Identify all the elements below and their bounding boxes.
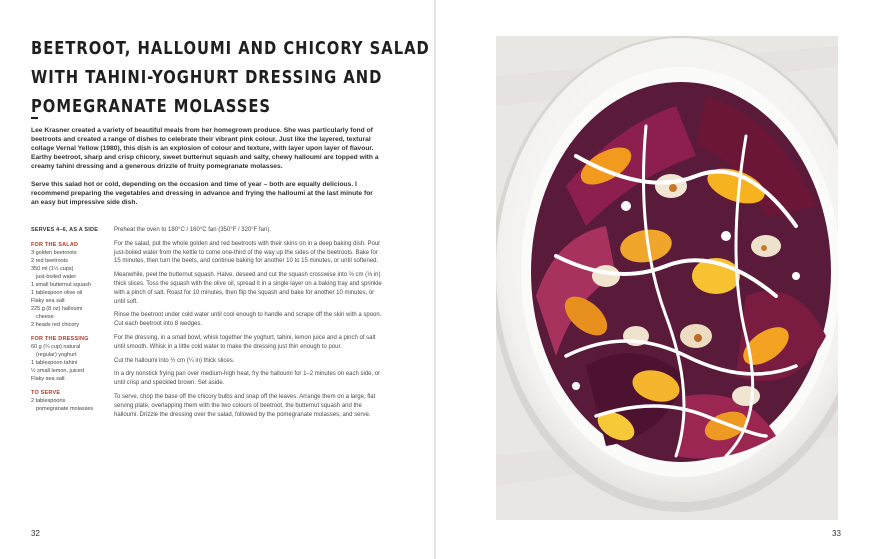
ingredient-item: 60 g (¼ cup) natural (31, 344, 81, 350)
method-step: For the dressing, in a small bowl, whisk together the yoghurt, tahini, lemon juice and a pinch of salt until smooth. Whisk in a little cold water to make the dressing just thin enough to pour. (114, 334, 376, 350)
salad-photo (496, 36, 838, 520)
method-step: Cut the halloumi into ½ cm (¼ in) thick slices. (114, 357, 235, 364)
ingredient-item: 2 heads red chicory (31, 322, 79, 328)
method-step: To serve, chop the base off the chicory bulbs and snap off the leaves. Arrange them on a large, flat serving plate, overlapping them with the two colours of beetroot, the butternut squash and the halloumi. Drizzle the dressing over the salad, followed by the pomegranate molasses, and serve. (114, 393, 376, 418)
ingredient-group (31, 389, 111, 413)
title-line: WITH TAHINI-YOGHURT DRESSING AND (31, 67, 383, 88)
left-page (0, 0, 434, 559)
ingredient-item: 225 g (8 oz) halloumi (31, 306, 83, 312)
ingredient-item: 2 red beetroots (31, 258, 68, 264)
serves-label: SERVES 4–6, AS A SIDE (31, 227, 99, 233)
ingredient-item: 3 golden beetroots (31, 250, 77, 256)
ingredient-item: 1 tablespoon olive oil (31, 290, 83, 296)
ingredients-column (31, 226, 111, 419)
intro-paragraph: Serve this salad hot or cold, depending on the occasion and time of year – both are equally delicious. I recommend preparing the vegetables and dressing in advance and frying the halloumi at the last minute for an easy but impressive side dish. (31, 181, 373, 206)
intro-paragraph: Lee Krasner created a variety of beautiful meals from her homegrown produce. She was particularly fond of beetroots and created a range of dishes to celebrate their vibrant pink colour. Just like the layered, textural collage Vernal Yellow (1980), this dish is an explosion of colour and texture, with layer upon layer of flavour. Earthy beetroot, sharp and crisp chicory, sweet butternut squash and salty, chewy halloumi are topped with a creamy tahini dressing and a generous drizzle of fruity pomegranate molasses. (31, 127, 379, 170)
ingredient-item: cheese (36, 314, 54, 320)
salad-bowl-image (496, 36, 838, 520)
method-column (114, 226, 384, 424)
page-number-left: 32 (31, 529, 40, 538)
ingredient-item: 1 small butternut squash (31, 282, 91, 288)
ingredient-group-heading: FOR THE SALAD (31, 242, 79, 248)
ingredient-item: Flaky sea salt (31, 298, 65, 304)
ingredient-group (31, 335, 111, 383)
ingredient-item: 1 tablespoon tahini (31, 360, 78, 366)
title-line: POMEGRANATE MOLASSES (31, 96, 272, 117)
method-step: Rinse the beetroot under cold water until cool enough to handle and scrape off the skin with a spoon. Cut each beetroot into 8 wedges. (114, 312, 382, 328)
method-step: Preheat the oven to 180°C / 160°C fan (350°F / 320°F fan). (114, 227, 272, 233)
ingredient-item: ½ small lemon, juiced (31, 368, 84, 374)
recipe-intro (31, 126, 381, 216)
ingredient-item: (regular) yoghurt (36, 352, 77, 358)
method-step: In a dry nonstick frying pan over medium-high heat, fry the halloumi for 1–2 minutes on each side, or until crisp and speckled brown. Set aside. (114, 371, 381, 387)
ingredient-item: pomegranate molasses (36, 406, 94, 412)
ingredient-group (31, 241, 111, 329)
ingredient-item: 2 tablespoons (31, 398, 66, 404)
ingredient-item: Flaky sea salt (31, 376, 65, 382)
ingredient-item: just-boiled water (36, 274, 77, 280)
ingredient-groups (31, 241, 111, 413)
method-step: Meanwhile, peel the butternut squash. Halve, deseed and cut the squash crosswise into ⅔ cm (⅓ in) thick slices. Toss the squash with the olive oil, spread it in a single layer on a baking tray and sprinkle with a pinch of salt. Roast for 10 minutes, then flip the squash and bake for another 10 minutes, or until soft. (114, 272, 382, 305)
title-rule (31, 117, 38, 119)
salad-contents (531, 82, 831, 462)
ingredient-group-heading: TO SERVE (31, 390, 61, 396)
ingredient-item: 350 ml (1½ cups) (31, 266, 74, 272)
recipe-title (31, 34, 430, 121)
title-line: BEETROOT, HALLOUMI AND CHICORY SALAD (31, 38, 430, 59)
method-step: For the salad, put the whole golden and red beetroots with their skins on in a deep baking dish. Pour just-boiled water from the kettle to come one-third of the way up the sides of the beetroots. Bake for 15 minutes, then turn the beets, and continue baking for another 10 to 15 minutes, or until softened. (114, 240, 381, 265)
ingredient-group-heading: FOR THE DRESSING (31, 336, 89, 342)
page-number-right: 33 (832, 529, 841, 538)
